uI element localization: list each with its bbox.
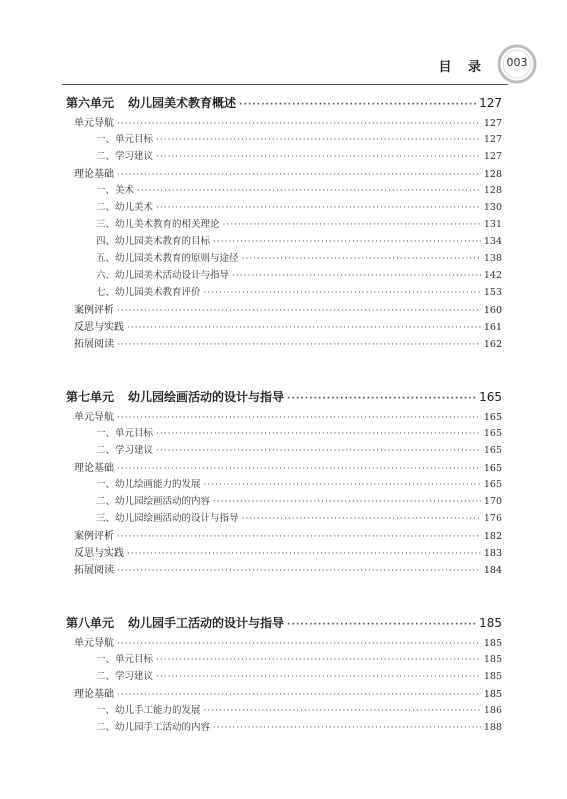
unit-heading-label xyxy=(66,94,236,111)
entry-page-number: 184 xyxy=(483,565,502,576)
entry-page-number: 131 xyxy=(483,219,502,230)
entry-label: 二、幼儿园绘画活动的内容 xyxy=(96,496,211,507)
toc-entry[interactable] xyxy=(66,318,502,335)
entry-page-number: 142 xyxy=(483,270,502,281)
leader-dots xyxy=(117,464,481,474)
table-of-contents xyxy=(66,94,502,736)
leader-dots xyxy=(156,672,481,682)
unit-page-number: 127 xyxy=(479,96,502,110)
toc-entry[interactable] xyxy=(66,544,502,561)
unit-number: 第七单元 xyxy=(66,390,115,404)
entry-page-number: 160 xyxy=(483,305,502,316)
toc-subentry[interactable] xyxy=(66,651,502,668)
entry-page-number: 128 xyxy=(483,169,502,180)
leader-dots xyxy=(117,340,481,350)
unit-heading-label xyxy=(66,388,284,405)
entry-label: 一、单元目标 xyxy=(96,428,154,439)
entry-label: 四、幼儿园美术教育的目标 xyxy=(96,236,211,247)
toc-subentry[interactable] xyxy=(66,182,502,199)
leader-dots xyxy=(156,203,481,213)
unit-title: 幼儿园绘画活动的设计与指导 xyxy=(128,390,285,404)
entry-label: 二、学习建议 xyxy=(96,151,154,162)
page-number: 003 xyxy=(506,56,528,69)
entry-label: 一、美术 xyxy=(96,185,135,196)
entry-label: 拓展阅读 xyxy=(74,565,114,576)
leader-dots xyxy=(156,446,481,456)
leader-dots xyxy=(213,723,481,733)
leader-dots xyxy=(156,135,481,145)
toc-section xyxy=(66,388,502,578)
section-gap xyxy=(66,352,502,388)
toc-subentry[interactable] xyxy=(66,510,502,527)
entry-page-number: 188 xyxy=(483,722,502,733)
toc-subentry[interactable] xyxy=(66,131,502,148)
leader-dots xyxy=(117,566,481,576)
toc-subentry[interactable] xyxy=(66,668,502,685)
leader-dots xyxy=(156,429,481,439)
entry-page-number: 127 xyxy=(483,118,502,129)
toc-subentry[interactable] xyxy=(66,284,502,301)
leader-dots xyxy=(117,532,481,542)
unit-number: 第八单元 xyxy=(66,616,115,630)
toc-subentry[interactable] xyxy=(66,250,502,267)
entry-label: 理论基础 xyxy=(74,463,114,474)
entry-label: 一、幼儿绘画能力的发展 xyxy=(96,479,201,490)
unit-heading-row[interactable] xyxy=(66,388,502,408)
toc-subentry[interactable] xyxy=(66,148,502,165)
entry-label: 二、学习建议 xyxy=(96,671,154,682)
unit-page-number: 165 xyxy=(479,390,502,404)
toc-entry[interactable] xyxy=(66,408,502,425)
toc-entry[interactable] xyxy=(66,634,502,651)
toc-subentry[interactable] xyxy=(66,702,502,719)
entry-page-number: 165 xyxy=(483,479,502,490)
entry-page-number: 185 xyxy=(483,638,502,649)
leader-dots xyxy=(239,100,476,110)
entry-label: 反思与实践 xyxy=(74,548,124,559)
unit-title: 幼儿园手工活动的设计与指导 xyxy=(128,616,285,630)
entry-page-number: 185 xyxy=(483,689,502,700)
entry-label: 六、幼儿园美术活动设计与指导 xyxy=(96,270,230,281)
unit-heading-row[interactable] xyxy=(66,94,502,114)
entry-label: 一、单元目标 xyxy=(96,654,154,665)
entry-page-number: 127 xyxy=(483,151,502,162)
toc-entry[interactable] xyxy=(66,165,502,182)
leader-dots xyxy=(287,620,476,630)
leader-dots xyxy=(127,323,481,333)
toc-section xyxy=(66,94,502,352)
page-header xyxy=(0,42,567,86)
entry-label: 二、幼儿园手工活动的内容 xyxy=(96,722,211,733)
entry-label: 五、幼儿园美术教育的原则与途径 xyxy=(96,253,239,264)
leader-dots xyxy=(117,119,481,129)
unit-number: 第六单元 xyxy=(66,96,115,110)
entry-label: 三、幼儿园绘画活动的设计与指导 xyxy=(96,513,239,524)
entry-page-number: 138 xyxy=(483,253,502,264)
entry-page-number: 185 xyxy=(483,671,502,682)
leader-dots xyxy=(232,271,481,281)
toc-subentry[interactable] xyxy=(66,719,502,736)
toc-entry[interactable] xyxy=(66,114,502,131)
entry-page-number: 130 xyxy=(483,202,502,213)
leader-dots xyxy=(287,394,476,404)
toc-heading: 目 录 xyxy=(438,60,487,75)
entry-label: 反思与实践 xyxy=(74,322,124,333)
toc-entry[interactable] xyxy=(66,301,502,318)
leader-dots xyxy=(242,254,481,264)
leader-dots xyxy=(223,220,481,230)
toc-subentry[interactable] xyxy=(66,199,502,216)
toc-subentry[interactable] xyxy=(66,476,502,493)
toc-subentry[interactable] xyxy=(66,267,502,284)
leader-dots xyxy=(204,288,481,298)
entry-page-number: 128 xyxy=(483,185,502,196)
leader-dots xyxy=(117,413,481,423)
toc-entry[interactable] xyxy=(66,459,502,476)
entry-label: 二、学习建议 xyxy=(96,445,154,456)
leader-dots xyxy=(213,497,481,507)
toc-section xyxy=(66,614,502,736)
entry-page-number: 165 xyxy=(483,428,502,439)
leader-dots xyxy=(117,690,481,700)
leader-dots xyxy=(204,480,481,490)
entry-page-number: 161 xyxy=(483,322,502,333)
toc-entry[interactable] xyxy=(66,685,502,702)
entry-label: 案例评析 xyxy=(74,305,114,316)
toc-entry[interactable] xyxy=(66,561,502,578)
header-rule xyxy=(62,84,508,85)
unit-heading-label xyxy=(66,614,284,631)
toc-entry[interactable] xyxy=(66,527,502,544)
leader-dots xyxy=(117,306,481,316)
entry-page-number: 134 xyxy=(483,236,502,247)
entry-page-number: 183 xyxy=(483,548,502,559)
leader-dots xyxy=(242,514,481,524)
toc-subentry[interactable] xyxy=(66,442,502,459)
unit-title: 幼儿园美术教育概述 xyxy=(128,96,237,110)
entry-page-number: 127 xyxy=(483,134,502,145)
entry-label: 二、幼儿美术 xyxy=(96,202,154,213)
entry-label: 单元导航 xyxy=(74,118,114,129)
entry-page-number: 165 xyxy=(483,463,502,474)
unit-page-number: 185 xyxy=(479,616,502,630)
leader-dots xyxy=(204,706,481,716)
entry-label: 一、单元目标 xyxy=(96,134,154,145)
entry-label: 七、幼儿园美术教育评价 xyxy=(96,287,201,298)
leader-dots xyxy=(117,639,481,649)
unit-heading-row[interactable] xyxy=(66,614,502,634)
entry-page-number: 176 xyxy=(483,513,502,524)
toc-subentry[interactable] xyxy=(66,216,502,233)
entry-label: 案例评析 xyxy=(74,531,114,542)
toc-subentry[interactable] xyxy=(66,425,502,442)
entry-label: 单元导航 xyxy=(74,412,114,423)
section-gap xyxy=(66,578,502,614)
entry-label: 一、幼儿手工能力的发展 xyxy=(96,705,201,716)
leader-dots xyxy=(127,549,481,559)
entry-label: 单元导航 xyxy=(74,638,114,649)
leader-dots xyxy=(156,152,481,162)
toc-entry[interactable] xyxy=(66,335,502,352)
entry-page-number: 170 xyxy=(483,496,502,507)
toc-subentry[interactable] xyxy=(66,233,502,250)
entry-label: 理论基础 xyxy=(74,169,114,180)
entry-page-number: 165 xyxy=(483,445,502,456)
toc-subentry[interactable] xyxy=(66,493,502,510)
entry-page-number: 165 xyxy=(483,412,502,423)
entry-label: 拓展阅读 xyxy=(74,339,114,350)
entry-page-number: 182 xyxy=(483,531,502,542)
leader-dots xyxy=(156,655,481,665)
entry-label: 三、幼儿美术教育的相关理论 xyxy=(96,219,220,230)
leader-dots xyxy=(137,186,481,196)
entry-page-number: 162 xyxy=(483,339,502,350)
entry-page-number: 186 xyxy=(483,705,502,716)
leader-dots xyxy=(213,237,481,247)
leader-dots xyxy=(117,170,481,180)
entry-page-number: 185 xyxy=(483,654,502,665)
page-number-badge xyxy=(497,44,537,84)
entry-page-number: 153 xyxy=(483,287,502,298)
entry-label: 理论基础 xyxy=(74,689,114,700)
